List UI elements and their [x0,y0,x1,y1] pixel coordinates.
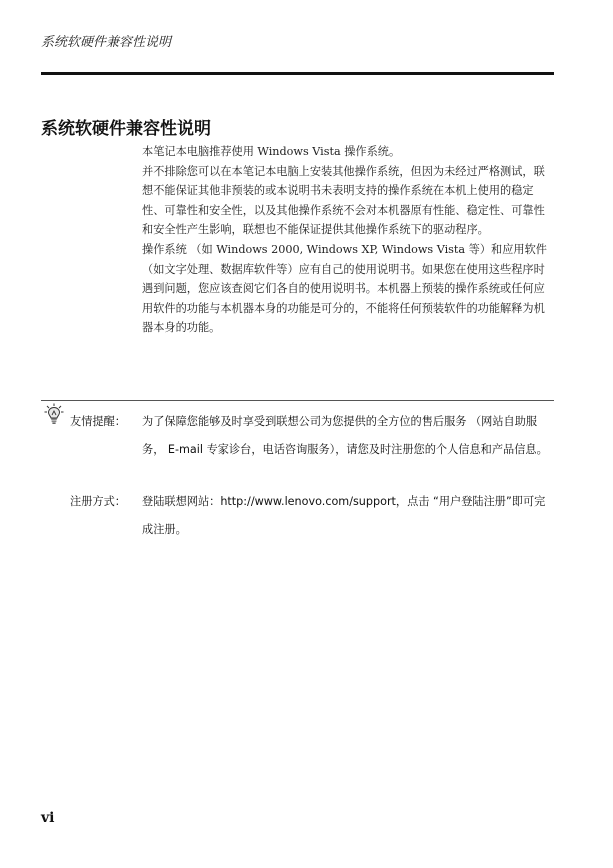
register-label: 注册方式： [70,495,126,508]
paragraph-software-manuals: 操作系统 （如 Windows 2000, Windows XP, Windows Vista 等）和应用软件（如文字处理、数据库软件等）应有自己的使用说明书。如果您在使用这些程序时遇到问题，您应该查阅它们各自的使用说明书。本机器上预装的操作系统或任何应用软件的功能与本机器本身的功能是可分的，不能将任何预装软件的功能解释为机器本身的功能。 [142,242,547,335]
tip-label: 友情提醒： [70,415,126,428]
paragraph-other-os: 并不排除您可以在本笔记本电脑上安装其他操作系统，但因为未经过严格测试，联想不能保证其他非预装的或本说明书未表明支持的操作系统在本机上使用的稳定性、可靠性和安全性，以及其他操作系统不会对本机器原有性能、稳定性、可靠性和安全性产生影响，联想也不能保证提供其他操作系统下的驱动程序。 [142,164,545,237]
page-number: vi [41,810,55,826]
paragraph-recommended-os: 本笔记本电脑推荐使用 Windows Vista 操作系统。 [142,145,401,158]
body-text [142,142,555,338]
header-rule [41,72,554,75]
running-header: 系统软硬件兼容性说明 [41,35,172,50]
notice-rule [41,400,554,401]
register-text: 登陆联想网站：http://www.lenovo.com/support，点击 “用户登陆注册”即可完成注册。 [142,495,546,536]
section-title: 系统软硬件兼容性说明 [41,119,211,139]
tip-text: 为了保障您能够及时享受到联想公司为您提供的全方位的售后服务 （网站自助服务， E-mail 专家诊台，电话咨询服务），请您及时注册您的个人信息和产品信息。 [142,415,548,456]
lightbulb-icon [44,403,64,425]
